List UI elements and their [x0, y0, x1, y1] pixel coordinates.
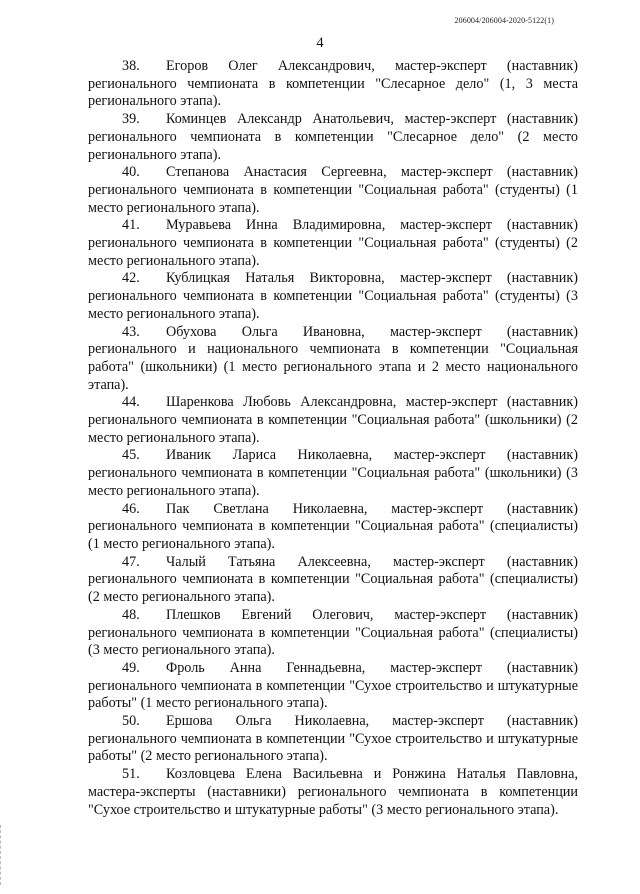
list-item: [88, 111, 578, 164]
page-number: 4: [316, 35, 324, 51]
item-text: Чалый Татьяна Алексеевна, мастер-эксперт (наставник) регионального чемпионата в компетенции "Социальная работа" (специалисты) (2 место регионального этапа).: [88, 553, 578, 606]
item-text: Коминцев Александр Анатольевич, мастер-эксперт (наставник) регионального чемпионата в компетенции "Слесарное дело" (2 место регионального этапа).: [88, 111, 578, 163]
list-item: [88, 270, 578, 323]
item-number: 46.: [122, 500, 140, 517]
list-item: [88, 164, 578, 217]
item-number: 40.: [122, 164, 140, 181]
item-text: Кублицкая Наталья Викторовна, мастер-эксперт (наставник) регионального чемпионата в компетенции "Социальная работа" (студенты) (3 место регионального этапа).: [88, 270, 578, 322]
item-number: 50.: [122, 713, 140, 730]
item-text: Степанова Анастасия Сергеевна, мастер-эксперт (наставник) регионального чемпионата в компетенции "Социальная работа" (студенты) (1 место регионального этапа).: [88, 164, 578, 216]
item-text: Козловцева Елена Васильевна и Ронжина Наталья Павловна, мастера-эксперты (наставники) регионального чемпионата в компетенции "Сухое строительство и штукатурные работы" (3 место регионального этапа).: [88, 766, 578, 818]
item-text: Ершова Ольга Николаевна, мастер-эксперт (наставник) регионального чемпионата в компетенции "Сухое строительство и штукатурные работы" (2 место регионального этапа).: [88, 713, 578, 765]
list-item: [88, 447, 578, 500]
list-item: [88, 766, 578, 819]
item-number: 47.: [122, 553, 140, 570]
item-text: Пак Светлана Николаевна, мастер-эксперт (наставник) регионального чемпионата в компетенции "Социальная работа" (специалисты) (1 место регионального этапа).: [88, 500, 578, 552]
item-number: 39.: [122, 111, 140, 128]
list-item: [88, 554, 578, 607]
item-text: Егоров Олег Александрович, мастер-эксперт (наставник) регионального чемпионата в компетенции "Слесарное дело" (1, 3 места регионального этапа).: [88, 58, 578, 110]
list-item: [88, 324, 578, 395]
item-number: 51.: [122, 766, 140, 783]
entries-list: [88, 58, 578, 819]
list-item: [88, 394, 578, 447]
item-number: 41.: [122, 217, 140, 234]
list-item: [88, 217, 578, 270]
item-text: Муравьева Инна Владимировна, мастер-эксперт (наставник) регионального чемпионата в компетенции "Социальная работа" (студенты) (2 место регионального этапа).: [88, 217, 578, 269]
item-number: 43.: [122, 323, 140, 340]
list-item: [88, 58, 578, 111]
list-item: [88, 607, 578, 660]
document-code: 206004/206004-2020-5122(1): [454, 16, 554, 25]
item-text: Шаренкова Любовь Александровна, мастер-эксперт (наставник) регионального чемпионата в компетенции "Социальная работа" (школьники) (2 место регионального этапа).: [88, 394, 578, 446]
scan-edge-mark: [0, 825, 3, 885]
item-number: 45.: [122, 447, 140, 464]
item-text: Обухова Ольга Ивановна, мастер-эксперт (наставник) регионального и национального чемпионата в компетенции "Социальная работа" (школьники) (1 место регионального этапа и 2 место национального этапа).: [88, 323, 578, 393]
item-number: 44.: [122, 394, 140, 411]
list-item: [88, 501, 578, 554]
item-text: Иваник Лариса Николаевна, мастер-эксперт (наставник) регионального чемпионата в компетенции "Социальная работа" (школьники) (3 место регионального этапа).: [88, 447, 578, 499]
item-number: 48.: [122, 606, 140, 623]
item-number: 49.: [122, 659, 140, 676]
item-number: 42.: [122, 270, 140, 287]
item-number: 38.: [122, 58, 140, 74]
list-item: [88, 713, 578, 766]
list-item: [88, 660, 578, 713]
item-text: Фроль Анна Геннадьевна, мастер-эксперт (наставник) регионального чемпионата в компетенции "Сухое строительство и штукатурные работы" (1 место регионального этапа).: [88, 659, 578, 712]
item-text: Плешков Евгений Олегович, мастер-эксперт (наставник) регионального чемпионата в компетенции "Социальная работа" (специалисты) (3 место регионального этапа).: [88, 606, 578, 659]
